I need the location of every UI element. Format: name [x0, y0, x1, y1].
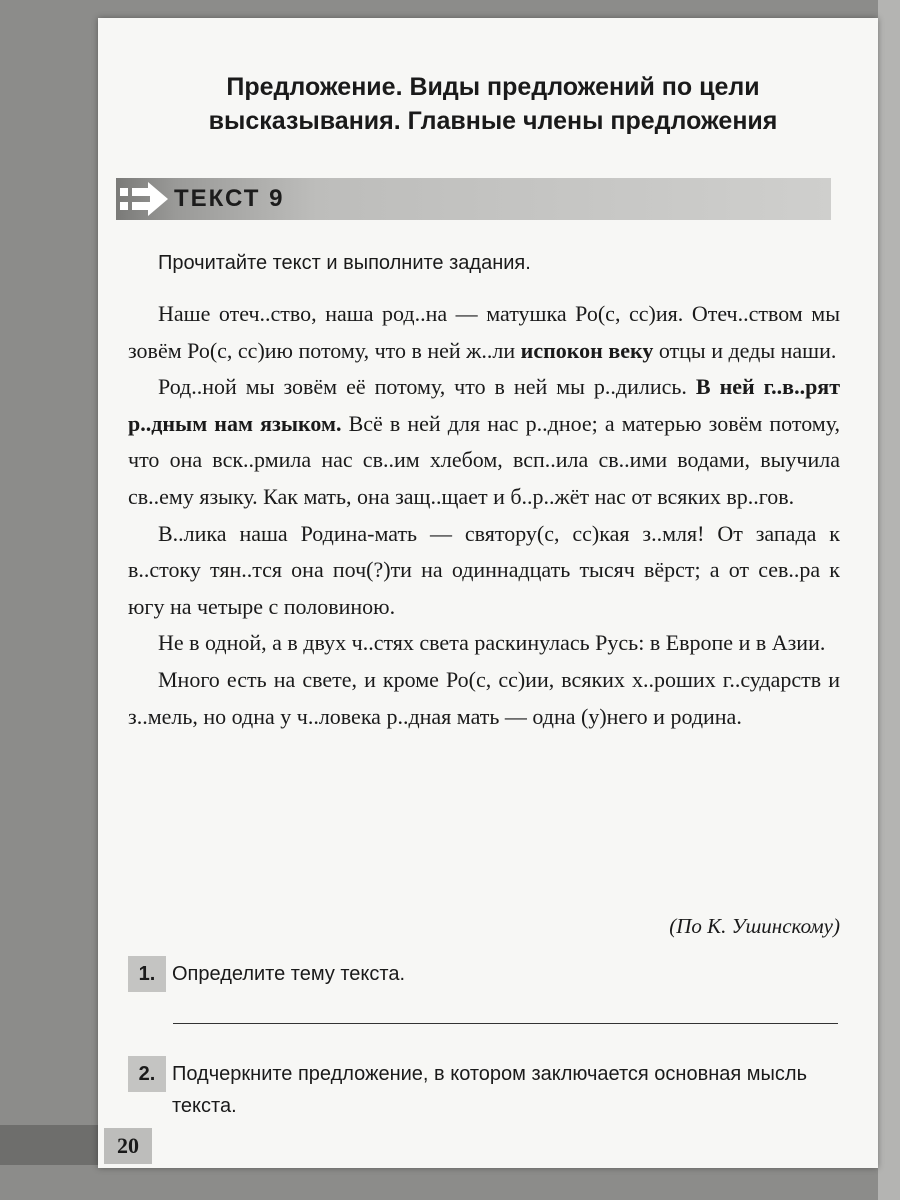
paragraph-5-text: Много есть на свете, и кроме Ро(с, сс)ии, всяких х..роших г..сударств и з..мель, но одна у ч..ловека р..дная мать — одна (у)него и родина. [128, 667, 840, 729]
scan-edge-left [0, 1125, 98, 1165]
arrow-right-icon [120, 182, 170, 216]
page-number: 20 [104, 1128, 152, 1164]
textbook-page [98, 18, 878, 1168]
paragraph-1 [128, 296, 840, 369]
paragraph-1-part-b: отцы и деды наши. [653, 337, 837, 363]
task-2-text: Подчеркните предложение, в котором заключается основная мысль текста. [172, 1063, 807, 1117]
paragraph-1-part-a: Наше отеч..ство, наша род..на — матушка Ро(с, сс)ия. Отеч..ством мы зовём Ро(с, сс)ию потому, что в ней ж..ли [128, 301, 840, 363]
paragraph-3 [128, 516, 840, 626]
reading-text [128, 296, 840, 735]
task-1-text: Определите тему текста. [172, 963, 406, 985]
page-title [148, 70, 838, 138]
page-title-line-2: высказывания. Главные члены предложения [208, 107, 778, 135]
source-attribution: (По К. Ушинскому) [669, 914, 840, 938]
paragraph-1-bold: испокон веку [520, 337, 654, 363]
scan-edge-right [878, 0, 900, 1200]
paragraph-4-text: Не в одной, а в двух ч..стях света раскинулась Русь: в Европе и в Азии. [158, 630, 826, 656]
text-header-bar [116, 178, 831, 220]
paragraph-4 [128, 625, 840, 662]
task-1 [128, 958, 848, 990]
instruction-text: Прочитайте текст и выполните задания. [158, 252, 531, 274]
paragraph-2-part-b: Всё в ней для нас р..дное; а матерью зовём потому, что она вск..рмила нас св..им хлебом, всп..ила св..ими водами, выучила св..ему языку. Как мать, она защ..щает и б..р..жёт нас от всяких вр..гов. [128, 410, 840, 509]
text-number-label: ТЕКСТ 9 [174, 185, 285, 212]
paragraph-3-text: В..лика наша Родина-мать — святору(с, сс)кая з..мля! От запада к в..стоку тян..тся она поч(?)ти на одиннадцать тысяч вёрст; а от сев..ра к югу на четыре с половиною. [128, 520, 840, 619]
paragraph-2 [128, 369, 840, 515]
page-title-line-1: Предложение. Виды предложений по цели [226, 73, 760, 101]
task-2-number: 2. [128, 1056, 166, 1092]
answer-line[interactable] [173, 1023, 838, 1024]
task-2 [128, 1058, 848, 1122]
paragraph-2-part-a: Род..ной мы зовём её потому, что в ней мы р..дились. [158, 374, 696, 400]
task-1-number: 1. [128, 956, 166, 992]
paragraph-2-bold: В ней г..в..рят р..дным нам языком. [128, 374, 841, 436]
paragraph-5 [128, 662, 840, 735]
